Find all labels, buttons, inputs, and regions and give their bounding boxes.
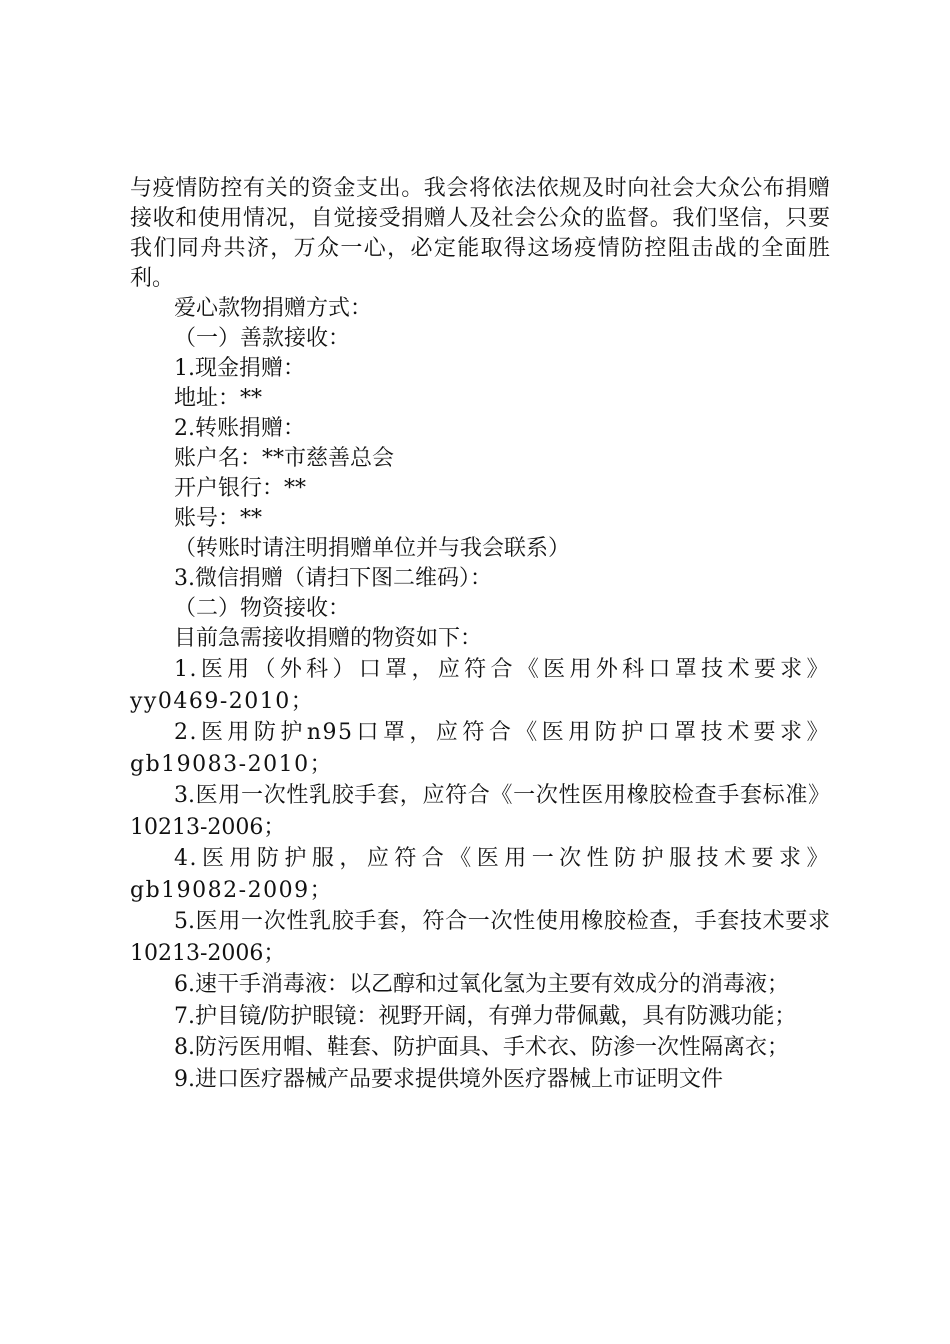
list-item: 1.医用（外科）口罩，应符合《医用外科口罩技术要求》yy0469-2010； — [130, 657, 830, 714]
account-number-line: 账号：** — [174, 506, 263, 531]
donation-methods-heading: 爱心款物捐赠方式： — [174, 296, 373, 321]
list-item: 7.护目镜/防护眼镜：视野开阔，有弹力带佩戴，具有防溅功能； — [174, 1003, 797, 1029]
intro-paragraph: 与疫情防控有关的资金支出。我会将依法依规及时向社会大众公布捐赠接收和使用情况，自觉接受捐赠人及社会公众的监督。我们坚信，只要我们同舟共济，万众一心，必定能取得这场疫情防控阻击战的全面胜利。 — [130, 176, 830, 291]
list-item: 5.医用一次性乳胶手套，符合一次性使用橡胶检查，手套技术要求10213-2006； — [130, 909, 830, 966]
cash-receipt-heading: （一）善款接收： — [174, 326, 351, 351]
document-page — [130, 174, 830, 1095]
list-item: 3.医用一次性乳胶手套，应符合《一次性医用橡胶检查手套标准》10213-2006； — [130, 783, 830, 840]
list-item: 9.进口医疗器械产品要求提供境外医疗器械上市证明文件 — [174, 1066, 723, 1092]
urgent-materials-intro: 目前急需接收捐赠的物资如下： — [174, 626, 483, 651]
account-name-line: 账户名：**市慈善总会 — [174, 446, 395, 471]
list-item: 8.防污医用帽、鞋套、防护面具、手术衣、防渗一次性隔离衣； — [174, 1035, 789, 1060]
material-receipt-heading: （二）物资接收： — [174, 596, 351, 621]
list-item: 6.速干手消毒液：以乙醇和过氧化氢为主要有效成分的消毒液； — [174, 972, 789, 997]
transfer-donation-label: 2.转账捐赠： — [174, 416, 305, 441]
cash-donation-label: 1.现金捐赠： — [174, 356, 305, 381]
list-item: 2.医用防护n95口罩，应符合《医用防护口罩技术要求》gb19083-2010； — [130, 720, 830, 777]
transfer-note-line: （转账时请注明捐赠单位并与我会联系） — [174, 536, 571, 561]
address-line: 地址：** — [174, 386, 263, 411]
list-item: 4.医用防护服，应符合《医用一次性防护服技术要求》gb19082-2009； — [130, 846, 830, 903]
bank-line: 开户银行：** — [174, 476, 307, 501]
materials-list — [130, 654, 830, 1095]
wechat-donation-line: 3.微信捐赠（请扫下图二维码）： — [174, 566, 492, 591]
